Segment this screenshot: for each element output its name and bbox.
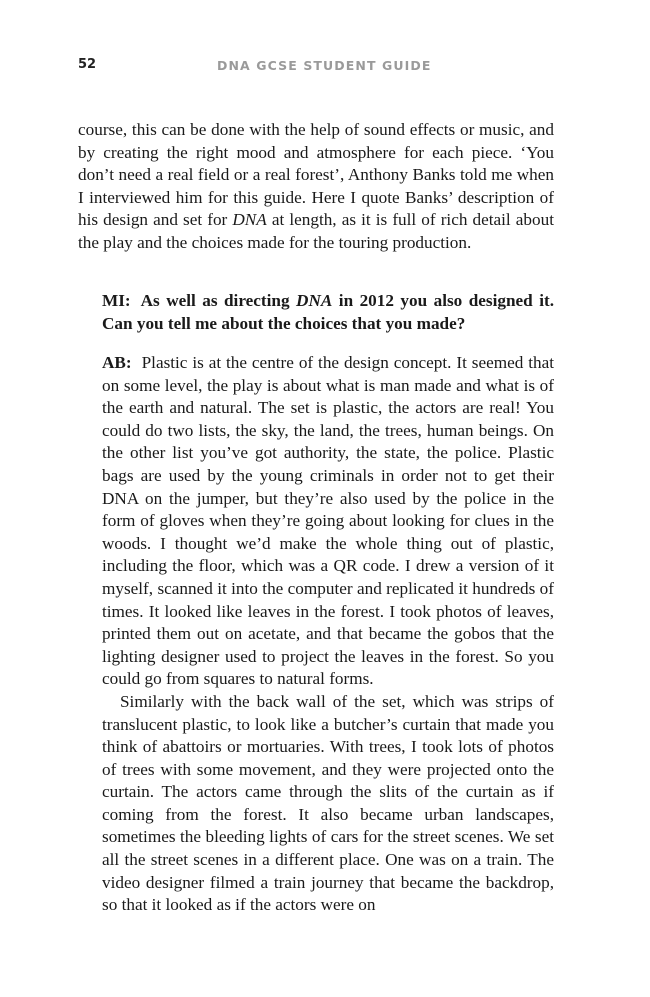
- answer-paragraph-2: Similarly with the back wall of the set, which was strips of translucent plastic, to look like a butcher’s curtain that made you think of abattoirs or mortuaries. With trees, I took lots of photos of trees with some movement, and they were projected onto the curtain. The actors came through the slits of the curtain as if coming from the forest. It also became urban landscapes, sometimes the bleeding lights of cars for the street scenes. We set all the street scenes in a different place. One was on a train. The video designer filmed a train journey that became the backdrop, so that it looked as if the actors were on: [102, 691, 554, 915]
- answer-speaker: AB:: [102, 353, 132, 372]
- question-play-title: DNA: [296, 291, 333, 310]
- intro-play-title: DNA: [232, 210, 267, 230]
- interview-answer: [102, 352, 554, 917]
- running-head: [78, 57, 578, 77]
- answer-paragraph-1-text: Plastic is at the centre of the design concept. It seemed that on some level, the play is about what is man made and what is of the earth and natural. The set is plastic, the actors are real! You could do two lists, the sky, the land, the trees, human beings. On the other list you’ve got authority, the state, the police. Plastic bags are used by the young criminals in order not to get their DNA on the jumper, but they’re also used by the police in the form of gloves when they’re going about looking for clues in the woods. I thought we’d make the whole thing out of plastic, including the floor, which was a QR code. I drew a version of it myself, scanned it into the computer and replicated it hundreds of times. It looked like leaves in the forest. I took photos of leaves, printed them out on acetate, and that became the gobos that the lighting designer used to project the leaves in the forest. So you could go from squares to natural forms.: [102, 353, 554, 689]
- page-number: 52: [78, 57, 97, 72]
- intro-text-part1: course, this can be done with the help of sound effects or music, and by creating the right mood and atmosphere for each piece. ‘You don’t need a real field or a real forest’, Anthony Banks told me when I interviewed him for this guide. Here I quote Banks’ description of his design and set for: [78, 120, 554, 230]
- answer-paragraph-1: [102, 352, 554, 691]
- question-speaker: MI:: [102, 291, 131, 310]
- interview-question: [102, 290, 554, 335]
- running-title: DNA GCSE STUDENT GUIDE: [217, 58, 432, 73]
- question-text-part1: As well as directing: [140, 291, 297, 310]
- intro-text-part2: at length, as it is full of rich detail about the play and the choices made for the touring production.: [78, 210, 554, 252]
- question-text-part2: in 2012 you also designed it. Can you tell me about the choices that you made?: [102, 291, 554, 333]
- intro-paragraph: [78, 119, 554, 255]
